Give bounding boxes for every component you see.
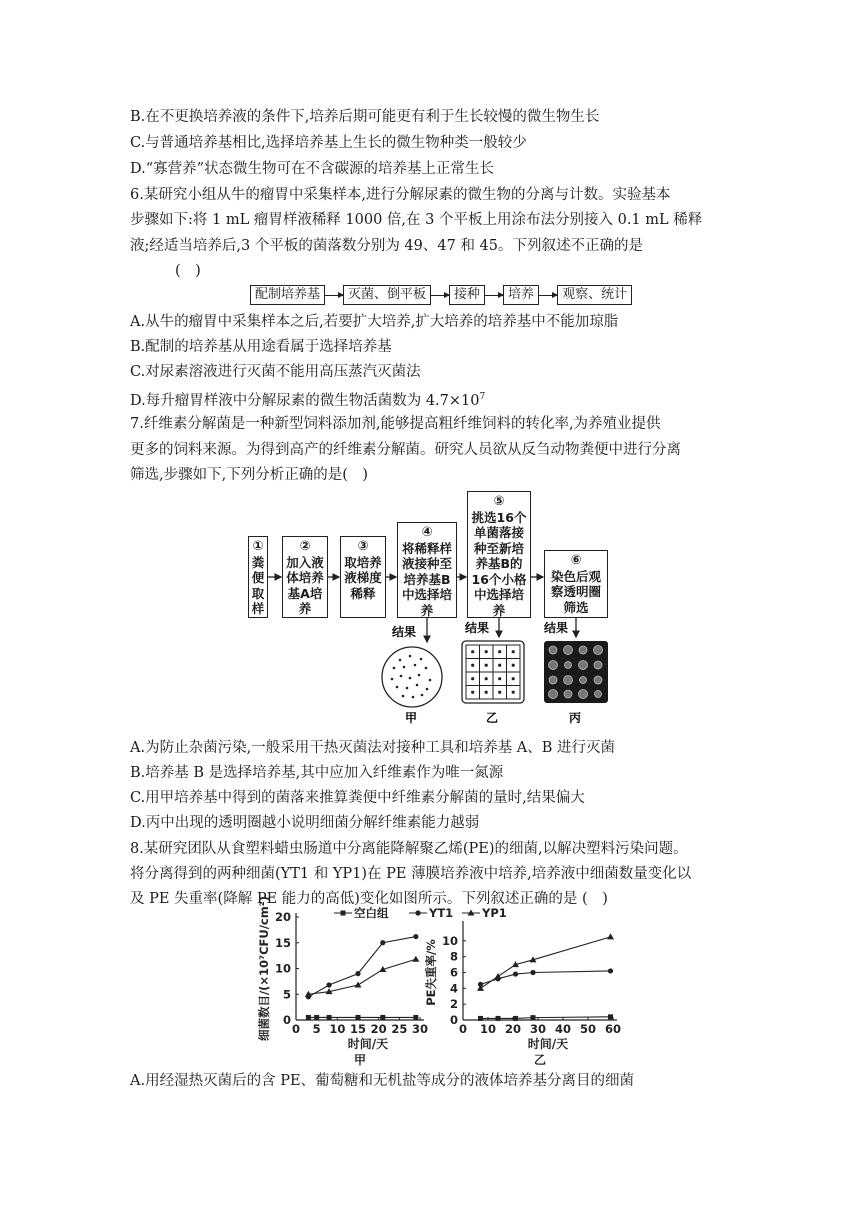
flow-step-1: 配制培养基 xyxy=(250,285,325,305)
y-tick-label-1-1: 2 xyxy=(449,997,458,1012)
y-tick-label-0-3: 15 xyxy=(274,935,291,950)
data-point-1-1-1 xyxy=(495,976,500,981)
x-tick-label-0-5: 25 xyxy=(391,1022,408,1036)
petri-dish-jia xyxy=(382,647,442,707)
data-point-1-1-0 xyxy=(478,982,483,987)
question-6-stem: 6.某研究小组从牛的瘤胃中采集样本,进行分解尿素的微生物的分离与计数。实验基本 xyxy=(130,187,671,203)
option-b-q6: B.配制的培养基从用途看属于选择培养基 xyxy=(130,339,392,355)
data-point-1-0-3 xyxy=(531,1015,536,1020)
data-point-1-1-2 xyxy=(513,971,518,976)
option-b-q5: B.在不更换培养液的条件下,培养后期可能更有利于生长较慢的微生物生长 xyxy=(130,109,600,125)
series-line-1-1 xyxy=(481,971,611,984)
data-point-0-1-1 xyxy=(326,982,331,987)
option-a-q8: A.用经湿热灭菌后的含 PE、葡萄糖和无机盐等成分的液体培养基分离目的细菌 xyxy=(130,1073,635,1089)
step-box-3: ③ 取培养液梯度稀释 xyxy=(340,536,386,618)
answer-blank-q6: ( ) xyxy=(175,263,201,279)
question-8-stem: 8.某研究团队从食塑料蜡虫肠道中分离能降解聚乙烯(PE)的细菌,以解决塑料污染问题。 xyxy=(130,841,688,857)
x-tick-label-1-2: 20 xyxy=(504,1022,522,1036)
option-d-q5: D.“寡营养”状态微生物可在不含碳源的培养基上正常生长 xyxy=(130,161,495,177)
y-tick-label-0-1: 5 xyxy=(282,987,291,1002)
data-point-0-0-1 xyxy=(314,1015,319,1020)
data-point-1-1-4 xyxy=(608,968,613,973)
x-axis-title-0: 时间/天 xyxy=(347,1037,389,1051)
x-tick-label-1-1: 10 xyxy=(479,1022,497,1036)
data-point-0-1-2 xyxy=(355,971,360,976)
data-point-1-2-0 xyxy=(477,985,484,991)
y-axis-title-0: 细菌数目/(×10⁷CFU/cm²) xyxy=(257,895,271,1042)
result-label-2: 结果 xyxy=(465,621,490,635)
data-point-0-1-4 xyxy=(413,934,418,939)
y-tick-label-0-4: 20 xyxy=(274,910,291,924)
stained-plate-bing xyxy=(544,641,608,703)
x-tick-label-0-3: 15 xyxy=(349,1022,367,1036)
result-label-3: 结果 xyxy=(544,621,569,635)
legend-marker-2 xyxy=(468,910,475,916)
question-7-stem: 7.纤维素分解菌是一种新型饲料添加剂,能够提高粗纤维饲料的转化率,为养殖业提供 xyxy=(130,416,661,432)
question-7-stem-line3: 筛选,步骤如下,下列分析正确的是( ) xyxy=(130,467,369,483)
result-label-1: 结果 xyxy=(392,625,417,639)
series-line-0-2 xyxy=(308,959,415,994)
step-box-1: ① 粪便取样 xyxy=(248,536,268,618)
data-point-0-0-0 xyxy=(306,1015,311,1020)
data-point-0-2-2 xyxy=(355,981,362,987)
dish-label-jia: 甲 xyxy=(405,711,418,725)
series-line-1-0 xyxy=(481,1017,611,1019)
dish-label-bing: 丙 xyxy=(569,711,582,725)
flow-step-3: 接种 xyxy=(449,285,485,305)
procedure-flowchart xyxy=(250,284,632,306)
step-box-4: ④ 将稀释样液接种至培养基B中选择培养 xyxy=(397,522,457,618)
y-tick-label-1-5: 10 xyxy=(441,933,458,948)
legend-marker-0 xyxy=(341,911,346,916)
y-tick-label-0-2: 10 xyxy=(274,961,291,976)
step-box-6: ⑥ 染色后观察透明圈筛选 xyxy=(544,550,608,618)
y-tick-label-1-0: 0 xyxy=(449,1013,458,1027)
question-6-stem-line3: 液;经适当培养后,3 个平板的菌落数分别为 49、47 和 45。下列叙述不正确的是 xyxy=(130,238,644,254)
data-point-0-0-2 xyxy=(327,1015,332,1020)
y-tick-label-1-3: 6 xyxy=(449,965,458,980)
data-point-0-1-0 xyxy=(306,994,311,999)
data-point-1-2-3 xyxy=(530,956,537,962)
panel-label-0: 甲 xyxy=(353,1053,367,1067)
x-tick-label-1-4: 40 xyxy=(554,1022,572,1036)
arrow-icon xyxy=(539,295,557,296)
panel-label-1: 乙 xyxy=(533,1053,547,1067)
arrow-icon xyxy=(485,295,503,296)
option-d-q6: D.每升瘤胃样液中分解尿素的微生物活菌数为 $4.7\times 10^7$ xyxy=(130,392,486,409)
option-a-q6: A.从牛的瘤胃中采集样本之后,若要扩大培养,扩大培养的培养基中不能加琼脂 xyxy=(130,314,619,330)
option-b-q7: B.培养基 B 是选择培养基,其中应加入纤维素作为唯一氮源 xyxy=(130,765,504,781)
x-tick-label-0-2: 10 xyxy=(329,1022,346,1036)
series-line-0-1 xyxy=(308,937,415,997)
data-point-1-0-1 xyxy=(496,1016,501,1021)
option-c-q6: C.对尿素溶液进行灭菌不能用高压蒸汽灭菌法 xyxy=(130,364,421,380)
arrow-icon xyxy=(431,295,449,296)
data-point-0-2-1 xyxy=(326,988,333,994)
data-point-1-0-4 xyxy=(608,1014,613,1019)
legend-label-2: YP1 xyxy=(482,906,507,920)
series-line-1-2 xyxy=(481,937,611,988)
legend-label-1: YT1 xyxy=(429,906,454,920)
x-tick-label-0-0: 0 xyxy=(291,1022,301,1036)
y-tick-label-1-4: 8 xyxy=(449,949,458,964)
y-tick-label-1-2: 4 xyxy=(449,981,458,996)
x-tick-label-0-1: 5 xyxy=(312,1022,321,1036)
option-a-q7: A.为防止杂菌污染,一般采用干热灭菌法对接种工具和培养基 A、B 进行灭菌 xyxy=(130,740,616,756)
exponent: 7 xyxy=(479,392,486,402)
x-tick-label-0-6: 30 xyxy=(411,1022,429,1036)
data-point-1-0-2 xyxy=(513,1016,518,1021)
data-point-0-2-4 xyxy=(412,956,419,962)
flow-step-4: 培养 xyxy=(503,285,539,305)
step-box-2: ② 加入液体培养基A培养 xyxy=(282,536,328,618)
option-d-q7: D.丙中出现的透明圈越小说明细菌分解纤维素能力越弱 xyxy=(130,815,480,831)
y-tick-label-0-0: 0 xyxy=(282,1013,291,1027)
flow-step-2: 灭菌、倒平板 xyxy=(343,285,431,305)
data-point-0-2-0 xyxy=(305,991,312,997)
y-axis-title-1: PE失重率/% xyxy=(424,939,438,1006)
data-point-0-0-5 xyxy=(413,1015,418,1020)
option-c-q5: C.与普通培养基相比,选择培养基上生长的微生物种类一般较少 xyxy=(130,135,527,151)
x-axis-title-1: 时间/天 xyxy=(527,1037,569,1051)
question-8-stem-line2: 将分离得到的两种细菌(YT1 和 YP1)在 PE 薄膜培养液中培养,培养液中细菌数量变化以 xyxy=(130,866,692,882)
data-point-1-2-4 xyxy=(607,933,614,939)
question-6-stem-line2: 步骤如下:将 1 mL 瘤胃样液稀释 1000 倍,在 3 个平板上用涂布法分别接入 0.1 mL 稀释 xyxy=(130,212,703,228)
arrow-icon xyxy=(325,295,343,296)
question-8-stem-line3: 及 PE 失重率(降解 PE 能力的高低)变化如图所示。下列叙述正确的是 ( ) xyxy=(130,891,608,907)
grid-plate-yi xyxy=(462,641,524,703)
legend-marker-1 xyxy=(415,910,420,915)
data-point-1-2-1 xyxy=(495,973,502,979)
data-point-1-2-2 xyxy=(512,961,519,967)
option-c-q7: C.用甲培养基中得到的菌落来推算粪便中纤维素分解菌的量时,结果偏大 xyxy=(130,790,585,806)
data-point-1-0-0 xyxy=(478,1016,483,1021)
legend-label-0: 空白组 xyxy=(354,906,389,920)
data-point-0-0-3 xyxy=(356,1015,361,1020)
data-point-0-2-3 xyxy=(379,966,386,972)
flow-step-5: 观察、统计 xyxy=(557,285,632,305)
x-tick-label-1-3: 30 xyxy=(529,1022,547,1036)
x-tick-label-1-6: 60 xyxy=(604,1022,622,1036)
x-tick-label-1-0: 0 xyxy=(458,1022,468,1036)
x-tick-label-1-5: 50 xyxy=(579,1022,597,1036)
x-tick-label-0-4: 20 xyxy=(370,1022,387,1036)
step-box-5: ⑤ 挑选16个单菌落接种至新培养基B的16个小格中选择培养 xyxy=(467,491,531,618)
data-point-1-1-3 xyxy=(530,970,535,975)
dish-label-yi: 乙 xyxy=(486,711,499,725)
data-point-0-0-4 xyxy=(380,1015,385,1020)
question-7-stem-line2: 更多的饲料来源。为得到高产的纤维素分解菌。研究人员欲从反刍动物粪便中进行分离 xyxy=(130,442,681,458)
data-point-0-1-3 xyxy=(380,940,385,945)
